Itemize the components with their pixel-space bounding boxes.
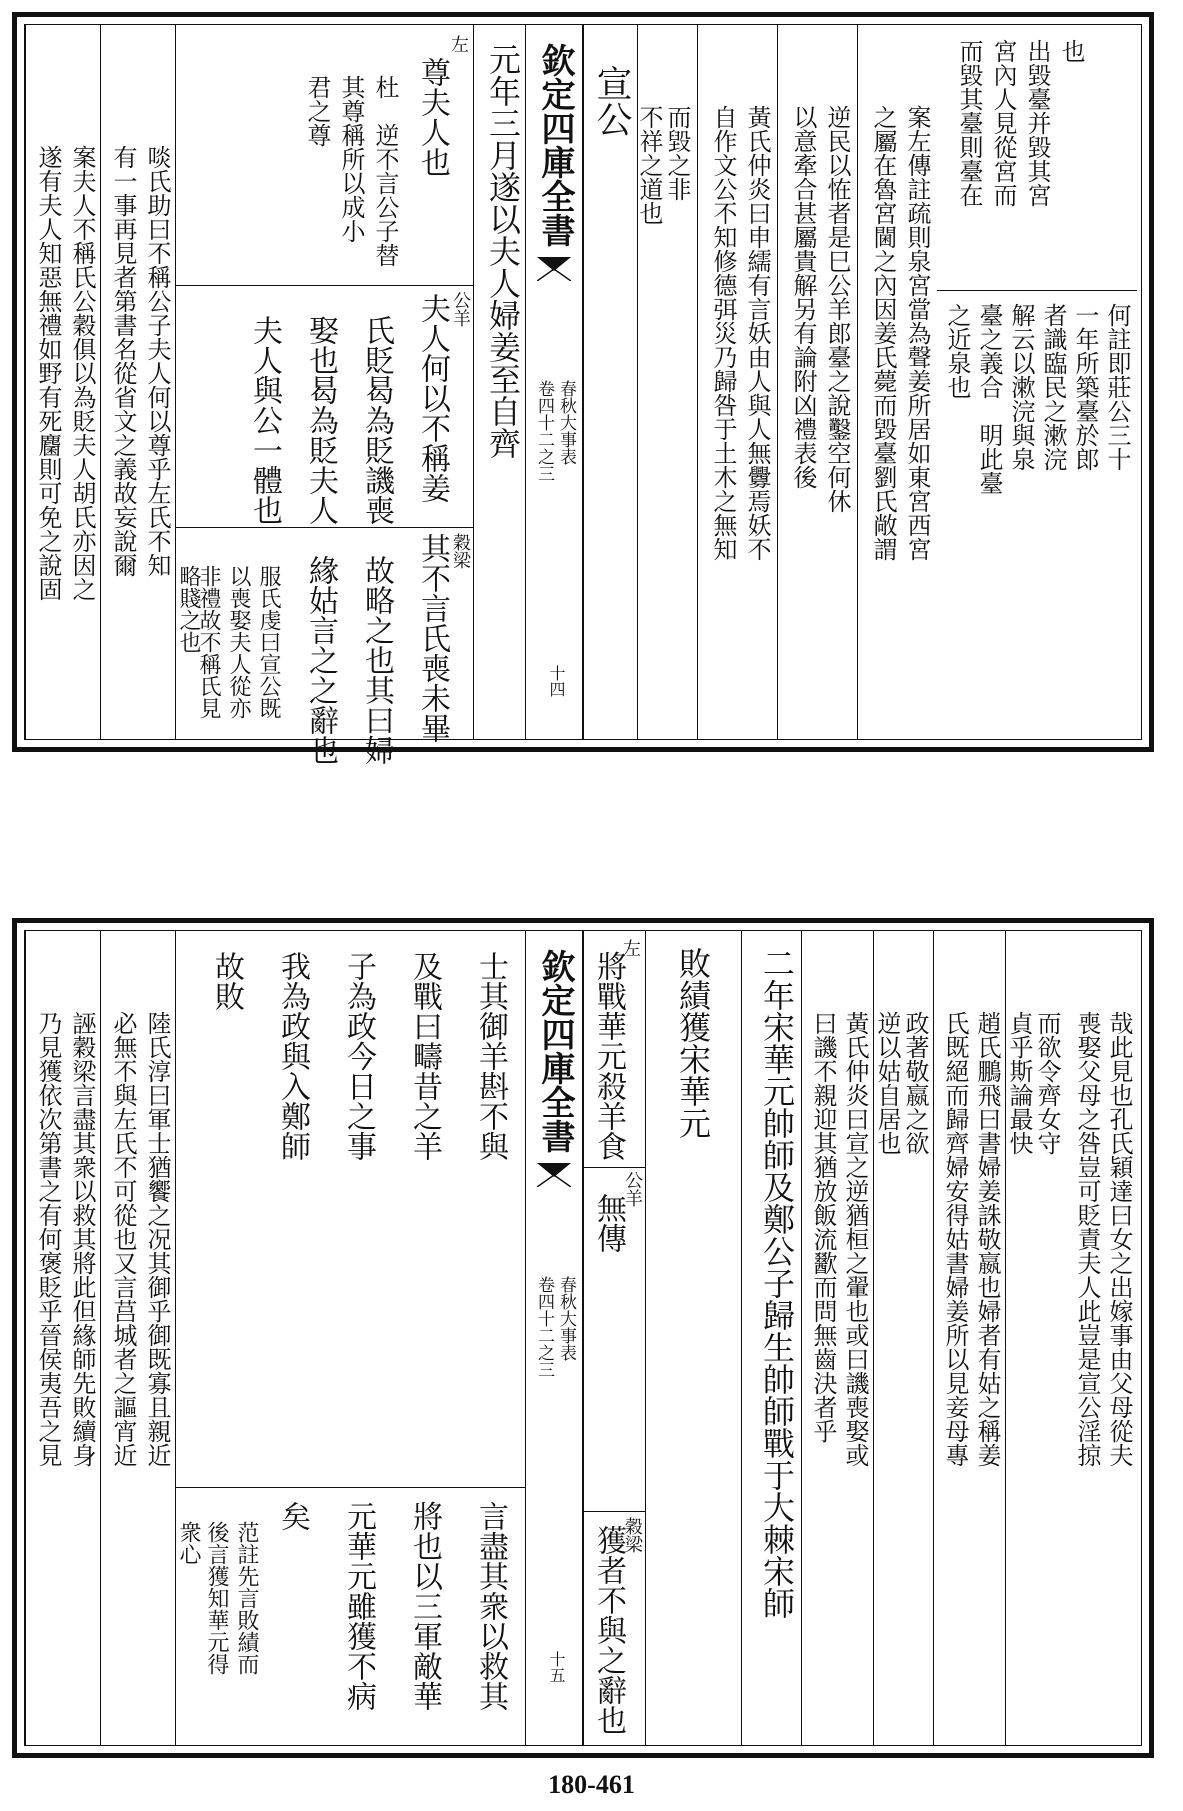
top-gong-label: 公羊: [450, 291, 471, 327]
bot-band-title: 欽定四庫全書: [535, 949, 575, 1153]
top-chapter-title: 宣公: [591, 65, 632, 137]
bot-center-band: [525, 931, 583, 1745]
top-band-vol: 卷四十二之三: [534, 380, 554, 482]
top-gong-text1: 夫人何以不稱姜: [415, 293, 450, 503]
bot-r5-line1: 黃氏仲炎曰宣之逆猶桓之翬也或曰譏喪娶或: [841, 1011, 869, 1467]
top-band-folio: 十四: [547, 665, 566, 697]
bot-col-r5: [801, 931, 873, 1745]
bot-gu-cont1: 言盡其衆以救其: [473, 1501, 508, 1711]
top-gu-text3: 緣姑言之之辭也: [303, 555, 338, 765]
top-r1-line1: 而毀其臺則臺在: [955, 39, 983, 207]
top-col-commentary: [175, 25, 473, 765]
bot-r4-line2: 逆以姑自居也: [873, 1011, 901, 1155]
bot-zuo-cont1: 士其御羊斟不與: [473, 951, 508, 1161]
bot-head-div2: [584, 1511, 645, 1512]
bot-event-text-2: 敗績獲宋華元: [674, 947, 712, 1139]
top-gu-note3: 非禮故不稱氏見: [196, 565, 221, 719]
bot-col-r6: [741, 931, 801, 1745]
bot-col-r2: [1005, 931, 1065, 1745]
top-r1-line3: 出毀臺并毀其宮: [1023, 39, 1051, 207]
top-gu-note4: 略賤之也: [176, 565, 201, 653]
bot-band-sub: 春秋大事表: [556, 1276, 576, 1361]
top-r2-line2: 之屬在魯宮閫之內因姜氏薨而毀臺劉氏敞謂: [869, 105, 897, 561]
bot-col-commentary-head: [583, 931, 645, 1745]
bot-note-line2: 必無不與左氏不可從也又言莒城者之謳宵近: [109, 1011, 137, 1467]
bot-gu-note3: 衆心: [176, 1521, 201, 1565]
top-col-r2: [857, 25, 937, 739]
top-gu-note1: 服氏虔曰宣公既: [256, 565, 281, 719]
top-note-line2: 有一事再見者第書名從省文之義故妄說爾: [109, 145, 137, 577]
bot-comm-div1: [176, 1487, 525, 1488]
bot-note-line4: 乃見獲依次第書之有何褒貶乎晉侯夷吾之見: [34, 1011, 62, 1467]
top-gu-text2: 故略之也其曰婦: [359, 555, 394, 765]
bot-col-note-a: [100, 931, 175, 1745]
top-page: [12, 12, 1154, 765]
bot-col-r4: [873, 931, 933, 1745]
top-page-frame: [24, 24, 1142, 765]
bot-col-r7: [645, 931, 741, 1745]
top-r1-line2: 宮內人見從宮而: [989, 39, 1017, 207]
top-r1b-line6: 之近泉也: [943, 303, 971, 399]
top-r2-line1: 案左傳註疏則泉宮當為聲姜所居如東宮西宮: [903, 105, 931, 561]
bot-gu-note2: 後言獲知華元得: [204, 1521, 229, 1675]
top-r3-line1: 逆民以恠者是巳公羊郎臺之說鑿空何休: [823, 105, 851, 513]
top-r5-line1: 而毀之非: [663, 105, 691, 201]
top-r4-line1: 黃氏仲炎曰申繻有言妖由人與人無釁焉妖不: [743, 105, 771, 561]
top-col-r4: [697, 25, 777, 739]
bot-r3-line1: 趙氏鵬飛曰書婦姜誅敬嬴也婦者有姑之稱姜: [973, 1011, 1001, 1467]
bot-band-vol: 卷四十二之三: [534, 1276, 554, 1378]
top-comm-div1: [176, 285, 473, 286]
top-r5-line2: 不祥之道也: [635, 105, 663, 225]
top-zuo-note1: 杜 逆不言公子替: [371, 75, 399, 267]
bot-r4-line1: 政著敬嬴之欲: [901, 1011, 929, 1155]
bot-gu-cont4: 矣: [275, 1501, 310, 1531]
top-col-note-a: [100, 25, 175, 739]
bot-gu-note1: 范註先言敗績而: [234, 1521, 259, 1675]
top-event-text: 元年三月遂以夫人婦姜至自齊: [484, 43, 522, 459]
bot-r5-line2: 曰譏不親迎其猶放飯流歠而問無齒決者乎: [809, 1011, 837, 1443]
bottom-page-frame: [24, 930, 1142, 1746]
bot-gong-label: 公羊: [622, 1171, 643, 1207]
top-zuo-label: 左: [448, 35, 469, 53]
top-r1-divider: [937, 290, 1137, 291]
top-col-event: [473, 25, 525, 739]
bot-zuo-text: 將戰華元殺羊食: [591, 951, 626, 1161]
page-number: 180-461: [548, 1770, 635, 1799]
bottom-page: [12, 918, 1154, 1758]
bot-zuo-cont4: 我為政與入鄭師: [275, 951, 310, 1161]
bot-col-r1: [1065, 931, 1137, 1745]
top-band-title: 欽定四庫全書: [535, 43, 575, 247]
bot-r2-line2: 貞乎斯論最快: [1005, 1011, 1033, 1155]
bot-gu-label: 穀梁: [622, 1517, 643, 1553]
top-note-line1: 啖氏助曰不稱公子夫人何以尊乎左氏不知: [143, 145, 171, 577]
bot-note-line3: 誣穀梁言盡其衆以救其將此但緣師先敗續身: [68, 1011, 96, 1467]
bot-zuo-label: 左: [620, 939, 641, 957]
bot-col-note-b: [25, 931, 100, 1745]
top-r1b-line2: 一年所築臺於郎: [1071, 303, 1099, 471]
top-r1-line4: 也: [1057, 39, 1085, 63]
fish-tail-icon: [537, 1163, 571, 1187]
bot-zuo-cont3: 子為政今日之事: [341, 951, 376, 1161]
top-zuo-note2: 其尊稱所以成小: [337, 75, 365, 243]
top-gong-text3: 娶也曷為貶夫人: [303, 315, 338, 525]
bot-col-commentary: [175, 931, 525, 1745]
fish-tail-icon: [537, 257, 571, 281]
bot-head-div1: [584, 1167, 645, 1168]
bot-zuo-cont2: 及戰曰疇昔之羊: [407, 951, 442, 1161]
top-col-r6: [583, 25, 637, 739]
top-col-r5: [637, 25, 697, 739]
top-note-line4: 遂有夫人知惡無禮如野有死麕則可免之說固: [34, 145, 62, 601]
bot-event-text-1: 二年宋華元帥師及鄭公子歸生帥師戰于大棘宋師: [758, 947, 796, 1619]
bot-gu-cont2: 將也以三軍敵華: [407, 1501, 442, 1711]
top-r1b-line5: 臺之義合 明此臺: [975, 303, 1003, 495]
bot-r1-line1: 哉此見也孔氏穎達曰女之出嫁事由父母從夫: [1105, 1011, 1133, 1467]
top-gong-text2: 氏貶曷為貶譏喪: [359, 315, 394, 525]
bot-col-r3: [933, 931, 1005, 1745]
bot-gu-cont3: 元華元雖獲不病: [341, 1501, 376, 1711]
top-r4-line2: 自作文公不知修德弭災乃歸咎于土木之無知: [709, 105, 737, 561]
top-r3-line2: 以意牽合甚屬貴解另有論附凶禮表後: [789, 105, 817, 489]
bot-r2-line1: 而欲令齊女守: [1033, 1011, 1061, 1155]
top-band-sub: 春秋大事表: [556, 380, 576, 465]
top-r1b-line4: 解云以漱浣與泉: [1007, 303, 1035, 471]
bot-r3-line2: 氏既絕而歸齊婦安得姑書婦姜所以見妾母專: [941, 1011, 969, 1467]
bot-r1-line2: 喪娶父母之咎豈可貶責夫人此豈是宣公淫掠: [1073, 1011, 1101, 1467]
top-col-note-b: [25, 25, 100, 739]
bot-zuo-cont5: 故敗: [209, 951, 244, 1011]
top-zuo-note3: 君之尊: [303, 75, 331, 147]
top-col-r3: [777, 25, 857, 739]
top-col-r1: [937, 25, 1137, 739]
bot-gu-text: 獲者不與之辭也: [591, 1525, 626, 1735]
top-gu-text1: 其不言氏喪未畢: [415, 533, 450, 743]
top-center-band: [525, 25, 583, 739]
top-r1b-line1: 何註即莊公三十: [1103, 303, 1131, 471]
bot-note-line1: 陸氏淳曰軍士猶饗之况其御乎御既寡且親近: [143, 1011, 171, 1467]
top-comm-div2: [176, 527, 473, 528]
top-gu-note2: 以喪娶夫人從亦: [226, 565, 251, 719]
top-gong-text4: 夫人與公一體也: [247, 315, 282, 525]
top-zuo-text: 尊夫人也: [415, 57, 450, 177]
bot-band-folio: 十五: [547, 1651, 566, 1683]
top-gu-label: 穀梁: [450, 533, 471, 569]
bot-gong-text: 無傳: [591, 1193, 626, 1253]
top-note-line3: 案夫人不稱氏公穀俱以為貶夫人胡氏亦因之: [68, 145, 96, 601]
top-r1b-line3: 者識臨民之漱浣: [1039, 303, 1067, 471]
